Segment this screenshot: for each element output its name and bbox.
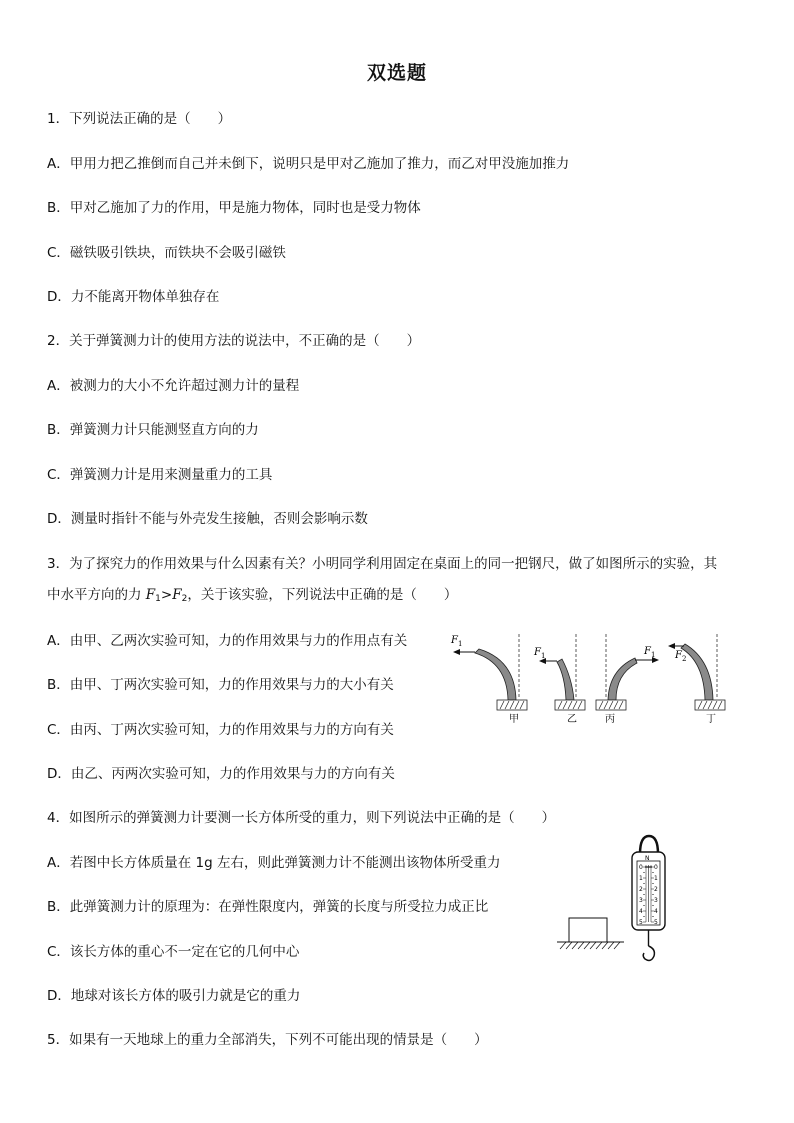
svg-text:0: 0 [654, 864, 658, 871]
svg-text:0: 0 [639, 864, 643, 871]
force-subscript: 2 [682, 655, 687, 663]
force-subscript: 1 [458, 640, 463, 648]
bottom-hook-icon [643, 946, 654, 960]
question-3-stem-line1: 3．为了探究力的作用效果与什么因素有关？小明同学利用固定在桌面上的同一把钢尺，做了如图所示的实验，其 [47, 556, 718, 572]
svg-text:4: 4 [654, 908, 658, 915]
spring-scale [632, 836, 665, 960]
q3-f2-subscript: 2 [181, 594, 188, 604]
q3-f1-subscript: 1 [155, 594, 161, 604]
ruler-setup-ding [669, 634, 725, 725]
question-3-option-d: D．由乙、丙两次实验可知，力的作用效果与力的方向有关 [47, 766, 395, 782]
question-2-option-d: D．测量时指针不能与外壳发生接触，否则会影响示数 [47, 511, 368, 527]
question-2-option-b: B．弹簧测力计只能测竖直方向的力 [47, 422, 259, 438]
svg-text:1: 1 [654, 875, 658, 882]
question-1-option-a: A．甲用力把乙推倒而自己并未倒下，说明只是甲对乙施加了推力，而乙对甲没施加推力 [47, 156, 570, 172]
question-3-stem-line2 [47, 586, 457, 608]
question-1-option-b: B．甲对乙施加了力的作用，甲是施力物体，同时也是受力物体 [47, 200, 421, 216]
question-4-option-b: B．此弹簧测力计的原理为：在弹性限度内，弹簧的长度与所受拉力成正比 [47, 899, 489, 915]
svg-text:2: 2 [654, 886, 658, 893]
ruler-setup-yi [533, 634, 585, 725]
question-4-option-d: D．地球对该长方体的吸引力就是它的重力 [47, 988, 301, 1004]
bent-ruler [608, 658, 637, 700]
table-hatching [560, 942, 620, 949]
force-subscript: 1 [541, 652, 546, 660]
setup-label-bing: 丙 [605, 714, 615, 725]
page-title: 双选题 [366, 62, 427, 84]
ruler-setup-bing [596, 634, 658, 725]
question-1-option-d: D．力不能离开物体单独存在 [47, 289, 220, 305]
question-5-stem: 5．如果有一天地球上的重力全部消失，下列不可能出现的情景是（ ） [47, 1032, 488, 1048]
svg-text:1: 1 [639, 875, 643, 882]
force-label: F [675, 650, 682, 661]
setup-label-yi: 乙 [567, 714, 577, 725]
ruler-experiment-figure [445, 628, 735, 730]
top-ring [640, 836, 658, 854]
question-1-option-c: C．磁铁吸引铁块，而铁块不会吸引磁铁 [47, 245, 286, 261]
svg-text:3: 3 [639, 897, 643, 904]
question-3-option-a: A．由甲、乙两次实验可知，力的作用效果与力的作用点有关 [47, 633, 408, 649]
setup-label-jia: 甲 [509, 714, 519, 725]
ruler-setup-jia [450, 634, 527, 725]
bent-ruler [681, 644, 713, 700]
force-subscript: 1 [651, 651, 656, 659]
q3-f2-symbol: F [172, 587, 182, 603]
bent-ruler [475, 649, 516, 700]
question-2-option-c: C．弹簧测力计是用来测量重力的工具 [47, 467, 273, 483]
question-2-option-a: A．被测力的大小不允许超过测力计的量程 [47, 378, 300, 394]
question-4-option-c: C．该长方体的重心不一定在它的几何中心 [47, 944, 300, 960]
force-label: F [644, 646, 651, 657]
question-4-stem: 4．如图所示的弹簧测力计要测一长方体所受的重力，则下列说法中正确的是（ ） [47, 810, 556, 826]
block-on-table [557, 918, 624, 949]
q3-gt-sign: > [160, 587, 173, 603]
q3-stem-post: ，关于该实验，下列说法中正确的是（ ） [187, 587, 458, 603]
question-1-stem: 1．下列说法正确的是（ ） [47, 111, 232, 127]
q3-stem-pre: 中水平方向的力 [47, 587, 146, 603]
svg-text:2: 2 [639, 886, 643, 893]
spring-scale-figure [552, 833, 682, 967]
question-4-option-a: A．若图中长方体质量在 1g 左右，则此弹簧测力计不能测出该物体所受重力 [47, 855, 501, 871]
question-3-option-c: C．由丙、丁两次实验可知，力的作用效果与力的方向有关 [47, 722, 394, 738]
setup-label-ding: 丁 [706, 714, 716, 725]
question-3-option-b: B．由甲、丁两次实验可知，力的作用效果与力的大小有关 [47, 677, 394, 693]
svg-text:5: 5 [654, 919, 658, 926]
force-label: F [451, 635, 458, 646]
svg-text:4: 4 [639, 908, 643, 915]
unit-label-newton: N [645, 855, 650, 862]
svg-text:3: 3 [654, 897, 658, 904]
force-label: F [534, 647, 541, 658]
q3-f1-symbol: F [145, 587, 156, 603]
question-2-stem: 2．关于弹簧测力计的使用方法的说法中，不正确的是（ ） [47, 333, 421, 349]
svg-text:5: 5 [639, 919, 643, 926]
bent-ruler [557, 659, 574, 700]
rectangular-block [569, 918, 607, 942]
